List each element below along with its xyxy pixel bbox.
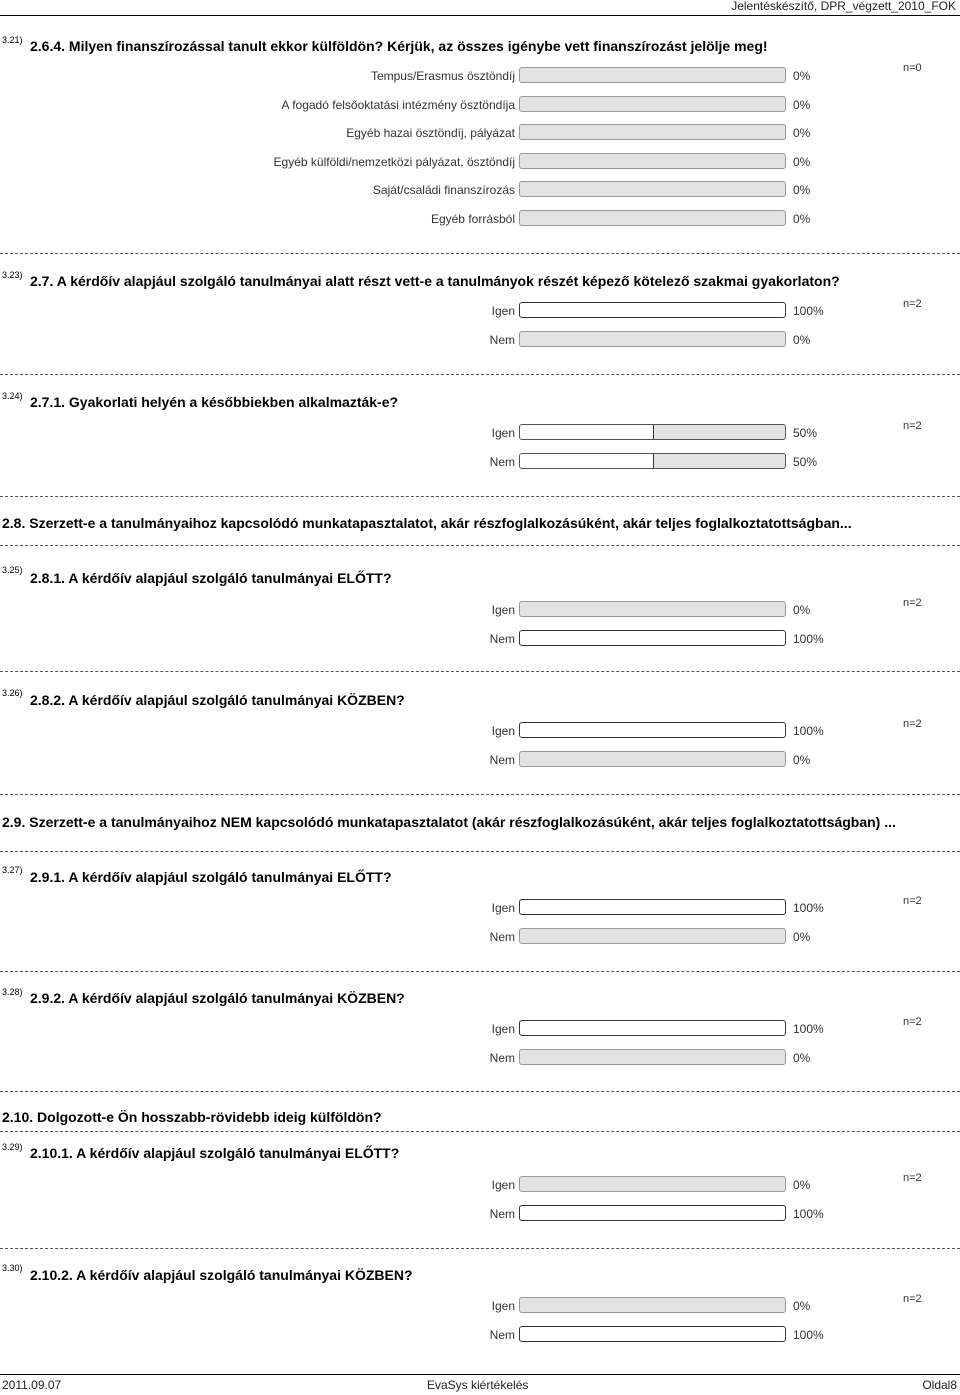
question-title: 2.10.2. A kérdőív alapjául szolgáló tanulmányai KÖZBEN? [30,1267,413,1283]
respondent-count: n=2 [903,420,922,432]
option-label: Nem [489,929,515,944]
option-row [0,1325,960,1345]
option-percentage: 100% [793,631,824,646]
option-row [0,600,960,620]
question-separator [0,1131,960,1132]
section-title: 2.9. Szerzett-e a tanulmányaihoz NEM kapcsolódó munkatapasztalatot (akár részfoglalkozásúként, akár teljes foglalkoztatottságban) ... [2,814,896,830]
question-separator [0,671,960,672]
percentage-bar [519,96,786,112]
option-label: Igen [491,901,515,915]
question-title: 2.7.1. Gyakorlati helyén a későbbiekben alkalmazták-e? [30,394,399,410]
option-label: A fogadó felsőoktatási intézmény ösztöndíja [281,97,515,112]
question-separator [0,1248,960,1249]
option-percentage: 100% [793,1206,824,1221]
option-label: Nem [489,332,515,347]
option-row [0,66,960,86]
option-percentage: 0% [793,154,811,169]
respondent-count: n=2 [903,1293,922,1305]
option-row [0,123,960,143]
option-label: Igen [491,1022,515,1036]
question-number: 3.25) [2,565,23,575]
question-title: 2.7. A kérdőív alapjául szolgáló tanulmányai alatt részt vett-e a tanulmányok részét képező kötelező szakmai gyakorlaton? [30,273,840,289]
option-percentage: 0% [793,211,811,226]
option-label: Igen [491,1178,515,1192]
percentage-bar [519,424,786,440]
option-percentage: 50% [793,454,818,469]
percentage-bar-fill [520,425,654,439]
percentage-bar [519,1176,786,1192]
section-title: 2.10. Dolgozott-e Ön hosszabb-rövidebb ideig külföldön? [2,1109,382,1125]
option-label: Igen [491,426,515,440]
question-title: 2.9.2. A kérdőív alapjául szolgáló tanulmányai KÖZBEN? [30,990,405,1006]
percentage-bar [519,124,786,140]
percentage-bar [519,1205,786,1221]
question-separator [0,253,960,254]
question-number: 3.27) [2,865,23,875]
option-percentage: 0% [793,603,811,617]
question-number: 3.23) [2,270,23,280]
question-number: 3.29) [2,1142,23,1152]
option-percentage: 0% [793,1299,811,1313]
percentage-bar [519,1326,786,1342]
option-percentage: 0% [793,126,811,140]
header-rule [0,15,960,16]
option-percentage: 100% [793,1022,824,1036]
percentage-bar [519,751,786,767]
option-row [0,1048,960,1068]
option-label: Tempus/Erasmus ösztöndíj [370,69,515,83]
question-title: 2.8.2. A kérdőív alapjául szolgáló tanulmányai KÖZBEN? [30,692,405,708]
option-row [0,1175,960,1195]
section-separator [0,794,960,795]
respondent-count: n=2 [903,1016,922,1028]
option-percentage: 50% [793,426,818,440]
respondent-count: n=2 [903,298,922,310]
respondent-count: n=2 [903,597,922,609]
option-percentage: 0% [793,1178,811,1192]
question-number: 3.24) [2,391,23,401]
option-row [0,330,960,350]
question-title: 2.8.1. A kérdőív alapjául szolgáló tanulmányai ELŐTT? [30,570,392,586]
option-label: Saját/családi finanszírozás [372,183,515,197]
option-percentage: 100% [793,724,824,738]
percentage-bar [519,1297,786,1313]
option-row [0,180,960,200]
option-row [0,209,960,229]
percentage-bar [519,1020,786,1036]
percentage-bar [519,153,786,169]
option-percentage: 0% [793,183,811,197]
percentage-bar [519,722,786,738]
percentage-bar [519,453,786,469]
option-row [0,95,960,115]
option-row [0,1204,960,1224]
option-label: Egyéb forrásból [430,211,515,226]
option-percentage: 0% [793,1050,811,1065]
percentage-bar [519,331,786,347]
option-label: Nem [489,1327,515,1342]
option-percentage: 0% [793,97,811,112]
percentage-bar [519,630,786,646]
option-row [0,452,960,472]
option-percentage: 100% [793,304,824,318]
question-title: 2.6.4. Milyen finanszírozással tanult ekkor külföldön? Kérjük, az összes igénybe vett finanszírozást jelölje meg! [30,38,768,54]
respondent-count: n=0 [903,62,922,74]
option-label: Egyéb hazai ösztöndíj, pályázat [346,126,515,140]
option-percentage: 100% [793,1327,824,1342]
percentage-bar [519,601,786,617]
option-percentage: 0% [793,332,811,347]
respondent-count: n=2 [903,1172,922,1184]
question-number: 3.28) [2,987,23,997]
option-label: Nem [489,1206,515,1221]
option-label: Nem [489,631,515,646]
option-row [0,1296,960,1316]
footer-date: 2011.09.07 [2,1378,62,1392]
question-title: 2.10.1. A kérdőív alapjául szolgáló tanulmányai ELŐTT? [30,1145,400,1161]
option-row [0,1019,960,1039]
section-separator [0,496,960,497]
question-title: 2.9.1. A kérdőív alapjául szolgáló tanulmányai ELŐTT? [30,869,392,885]
percentage-bar [519,1049,786,1065]
report-header-title: Jelentéskészítő, DPR_végzett_2010_FOK [731,0,956,13]
option-row [0,927,960,947]
option-row [0,721,960,741]
percentage-bar [519,210,786,226]
option-row [0,898,960,918]
question-separator [0,374,960,375]
option-label: Egyéb külföldi/nemzetközi pályázat, ösztöndíj [273,154,515,169]
option-label: Nem [489,752,515,767]
question-separator [0,545,960,546]
footer-app-name: EvaSys kiértékelés [427,1378,529,1392]
option-percentage: 0% [793,69,811,83]
percentage-bar [519,67,786,83]
option-row [0,629,960,649]
option-label: Nem [489,1050,515,1065]
option-percentage: 100% [793,901,824,915]
percentage-bar-fill [520,454,654,468]
option-percentage: 0% [793,929,811,944]
section-title: 2.8. Szerzett-e a tanulmányaihoz kapcsolódó munkatapasztalatot, akár részfoglalkozásúként, akár teljes foglalkoztatottságban... [2,515,852,531]
footer-page-number: Oldal8 [922,1378,957,1392]
option-label: Nem [489,454,515,469]
question-number: 3.26) [2,688,23,698]
respondent-count: n=2 [903,895,922,907]
question-number: 3.30) [2,1263,23,1273]
option-label: Igen [491,1299,515,1313]
option-percentage: 0% [793,752,811,767]
percentage-bar [519,928,786,944]
question-separator [0,851,960,852]
option-label: Igen [491,603,515,617]
section-separator [0,1091,960,1092]
option-row [0,750,960,770]
option-label: Igen [491,304,515,318]
respondent-count: n=2 [903,718,922,730]
question-separator [0,971,960,972]
option-label: Igen [491,724,515,738]
option-row [0,423,960,443]
option-row [0,301,960,321]
option-row [0,152,960,172]
footer-rule [0,1374,960,1375]
percentage-bar [519,181,786,197]
percentage-bar [519,899,786,915]
question-number: 3.21) [2,35,23,45]
percentage-bar [519,302,786,318]
